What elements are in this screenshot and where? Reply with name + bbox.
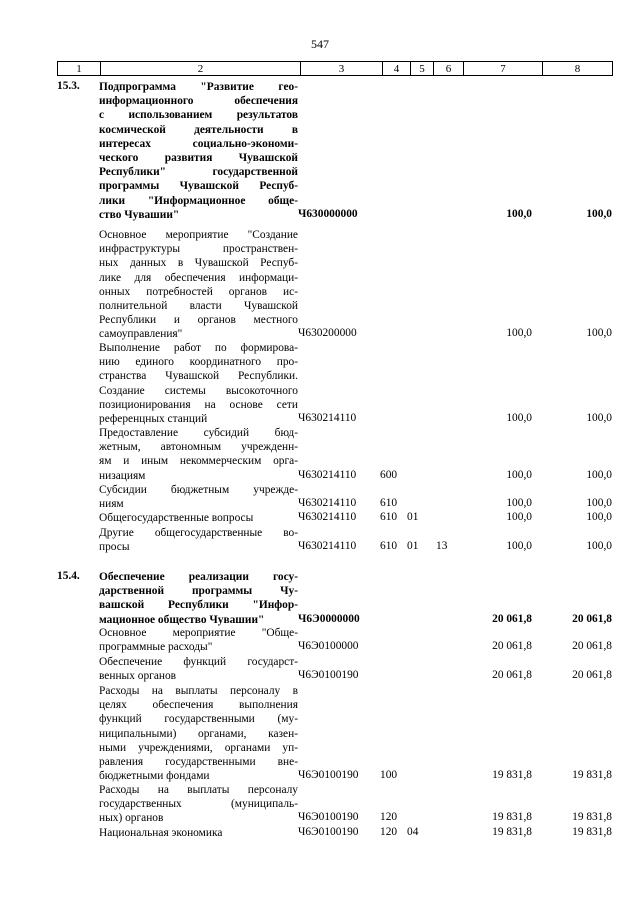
description-line: Республики" государственной bbox=[99, 166, 298, 179]
description-line: Подпрограмма "Развитие гео- bbox=[99, 81, 298, 93]
amount-col8: 100,0 bbox=[586, 327, 612, 340]
description-line: жетным, автономным учрежденн- bbox=[99, 441, 298, 454]
description-line: Создание системы высокоточного bbox=[99, 384, 298, 397]
expense-type: 610 bbox=[380, 540, 398, 553]
description-line: дарственной программы Чу- bbox=[99, 585, 298, 598]
amount-col8: 100,0 bbox=[586, 511, 612, 523]
amount-col8: 100,0 bbox=[586, 497, 612, 510]
budget-code: Ч6Э0100190 bbox=[298, 826, 359, 838]
description-line: ниципальными) органами, казен- bbox=[99, 727, 298, 740]
col-header-5: 5 bbox=[411, 62, 434, 76]
description-line: целях обеспечения выполнения bbox=[99, 699, 298, 712]
description-line: вашской Республики "Инфор- bbox=[99, 599, 298, 612]
description-line: ных данных в Чувашской Респуб- bbox=[99, 257, 298, 270]
budget-code: Ч6Э0100190 bbox=[298, 669, 359, 682]
description-line: онных потребностей органов ис- bbox=[99, 285, 298, 298]
expense-type: 610 bbox=[380, 497, 398, 510]
description-line: Субсидии бюджетным учрежде- bbox=[99, 484, 298, 496]
row-description bbox=[99, 483, 298, 511]
amount-col7: 19 831,8 bbox=[492, 826, 532, 838]
row-description bbox=[99, 655, 298, 683]
description-line: Расходы на выплаты персоналу bbox=[99, 784, 298, 796]
description-line: мационное общество Чувашии" bbox=[99, 613, 265, 626]
row-description bbox=[99, 341, 298, 426]
description-line: Общегосударственные вопросы bbox=[99, 512, 254, 524]
row-description bbox=[99, 228, 298, 342]
description-line: Расходы на выплаты персоналу в bbox=[99, 685, 298, 697]
description-line: лике для обеспечения информаци- bbox=[99, 271, 298, 284]
row-description bbox=[99, 511, 298, 525]
col-header-4: 4 bbox=[383, 62, 411, 76]
row-description bbox=[99, 783, 298, 826]
description-line: Предоставление субсидий бюд- bbox=[99, 427, 298, 439]
subsection: 13 bbox=[436, 540, 448, 553]
expense-type: 120 bbox=[380, 826, 398, 838]
description-line: Обеспечение функций государст- bbox=[99, 656, 298, 668]
description-line: функций государственными (му- bbox=[99, 713, 298, 726]
column-header-row bbox=[57, 61, 613, 76]
amount-col8: 20 061,8 bbox=[572, 612, 612, 625]
amount-col8: 100,0 bbox=[586, 412, 612, 424]
section: 04 bbox=[407, 826, 419, 838]
row-description bbox=[99, 526, 298, 554]
amount-col7: 20 061,8 bbox=[492, 669, 532, 682]
description-line: Другие общегосударственные во- bbox=[99, 527, 298, 539]
description-line: ниям bbox=[99, 498, 124, 511]
description-line: позиционирования на основе сети bbox=[99, 398, 298, 411]
amount-col8: 19 831,8 bbox=[572, 811, 612, 824]
amount-col7: 100,0 bbox=[506, 511, 532, 523]
expense-type: 610 bbox=[380, 511, 398, 523]
description-line: информационного обеспечения bbox=[99, 95, 298, 108]
amount-col8: 20 061,8 bbox=[572, 669, 612, 682]
budget-code: Ч630200000 bbox=[298, 327, 357, 340]
description-line: космической деятельности в bbox=[99, 123, 298, 136]
amount-col7: 19 831,8 bbox=[492, 769, 532, 782]
description-line: бюджетными фондами bbox=[99, 770, 210, 783]
budget-code: Ч630214110 bbox=[298, 497, 357, 510]
description-line: ческого развития Чувашской bbox=[99, 151, 298, 164]
budget-code: Ч630214110 bbox=[298, 412, 357, 424]
budget-code: Ч6Э0100190 bbox=[298, 811, 359, 824]
description-line: Выполнение работ по формирова- bbox=[99, 342, 298, 354]
description-line: венных органов bbox=[99, 670, 177, 683]
description-line: программные расходы" bbox=[99, 641, 213, 654]
col-header-2: 2 bbox=[101, 62, 301, 76]
row-description bbox=[99, 570, 298, 627]
row-description bbox=[99, 80, 298, 222]
amount-col8: 20 061,8 bbox=[572, 640, 612, 653]
expense-type: 120 bbox=[380, 811, 398, 824]
budget-code: Ч630214110 bbox=[298, 468, 357, 481]
row-description bbox=[99, 684, 298, 783]
amount-col7: 100,0 bbox=[506, 540, 532, 553]
page-number: 547 bbox=[311, 37, 329, 51]
budget-code: Ч630214110 bbox=[298, 511, 357, 523]
description-line: Основное мероприятие "Создание bbox=[99, 229, 298, 241]
amount-col8: 100,0 bbox=[586, 468, 612, 481]
amount-col7: 20 061,8 bbox=[492, 612, 532, 625]
description-line: просы bbox=[99, 541, 130, 554]
amount-col7: 19 831,8 bbox=[492, 811, 532, 824]
description-line: полнительной власти Чувашской bbox=[99, 299, 298, 312]
amount-col8: 19 831,8 bbox=[572, 769, 612, 782]
row-description bbox=[99, 426, 298, 483]
description-line: ных) органов bbox=[99, 812, 164, 825]
description-line: программы Чувашской Респуб- bbox=[99, 180, 298, 193]
description-line: нию единого координатного про- bbox=[99, 356, 298, 369]
description-line: референцных станций bbox=[99, 412, 208, 425]
row-description bbox=[99, 626, 298, 654]
amount-col7: 100,0 bbox=[506, 468, 532, 481]
description-line: с использованием результатов bbox=[99, 109, 298, 122]
budget-code: Ч630000000 bbox=[298, 207, 358, 220]
section: 01 bbox=[407, 540, 419, 553]
amount-col8: 100,0 bbox=[586, 207, 612, 220]
amount-col7: 100,0 bbox=[506, 497, 532, 510]
amount-col8: 100,0 bbox=[586, 540, 612, 553]
col-header-1: 1 bbox=[58, 62, 101, 76]
amount-col7: 20 061,8 bbox=[492, 640, 532, 653]
description-line: лики "Информационное обще- bbox=[99, 194, 298, 207]
col-header-6: 6 bbox=[434, 62, 464, 76]
description-line: Обеспечение реализации госу- bbox=[99, 571, 298, 583]
expense-type: 100 bbox=[380, 769, 398, 782]
description-line: Национальная экономика bbox=[99, 827, 223, 839]
description-line: самоуправления" bbox=[99, 328, 183, 341]
description-line: странства Чувашской Республики. bbox=[99, 370, 298, 383]
description-line: низациям bbox=[99, 469, 146, 482]
budget-code: Ч6Э0100190 bbox=[298, 769, 359, 782]
expense-type: 600 bbox=[380, 468, 398, 481]
col-header-3: 3 bbox=[301, 62, 383, 76]
budget-code: Ч6Э0000000 bbox=[298, 612, 360, 625]
description-line: Республики и органов местного bbox=[99, 314, 298, 327]
amount-col7: 100,0 bbox=[506, 207, 532, 220]
description-line: Основное мероприятие "Обще- bbox=[99, 627, 298, 639]
description-line: ство Чувашии" bbox=[99, 208, 180, 221]
budget-code: Ч630214110 bbox=[298, 540, 357, 553]
section: 01 bbox=[407, 511, 419, 523]
col-header-7: 7 bbox=[464, 62, 543, 76]
row-description bbox=[99, 826, 298, 840]
col-header-8: 8 bbox=[543, 62, 613, 76]
description-line: инфраструктуры пространствен- bbox=[99, 243, 298, 256]
description-line: равления государственными вне- bbox=[99, 755, 298, 768]
row-number: 15.3. bbox=[57, 80, 80, 92]
description-line: государственных (муниципаль- bbox=[99, 798, 298, 811]
row-number: 15.4. bbox=[57, 570, 80, 582]
description-line: интересах социально-экономи- bbox=[99, 137, 298, 150]
amount-col7: 100,0 bbox=[506, 412, 532, 424]
amount-col8: 19 831,8 bbox=[572, 826, 612, 838]
description-line: ными учреждениями, органами уп- bbox=[99, 741, 298, 754]
amount-col7: 100,0 bbox=[506, 327, 532, 340]
description-line: ям и иным некоммерческим орга- bbox=[99, 455, 298, 468]
budget-code: Ч6Э0100000 bbox=[298, 640, 359, 653]
